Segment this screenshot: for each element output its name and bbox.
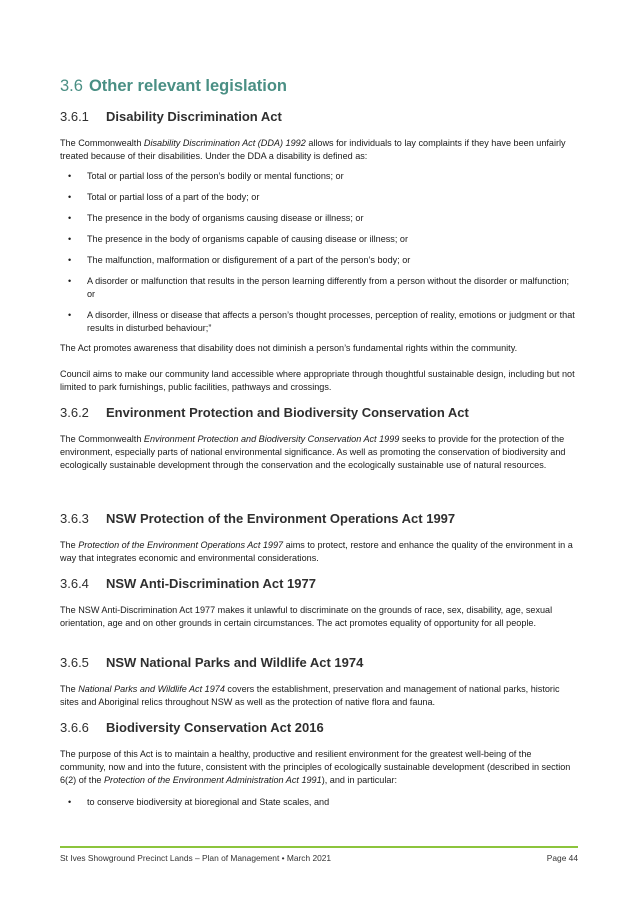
list-item	[60, 254, 576, 267]
subsection-title: Biodiversity Conservation Act 2016	[106, 720, 324, 735]
bullet-icon: •	[68, 255, 72, 265]
act-title: Protection of the Environment Operations Act 1997	[78, 540, 284, 550]
text: seeks to provide for the protection of the environment, especially parts of national environmental significance. As well as promoting the conservation of biodiversity and ecologically sustainable development through the conservation and the ecologically sustainable use of natural resources.	[60, 434, 566, 471]
subsection-title: NSW National Parks and Wildlife Act 1974	[106, 655, 364, 670]
list-item	[60, 191, 576, 204]
paragraph: The NSW Anti-Discrimination Act 1977 makes it unlawful to discriminate on the grounds of race, sex, disability, age, sexual orientation, age and on other grounds in certain circumstances. The act promotes equality of opportunity for all people.	[60, 605, 553, 629]
paragraph: Council aims to make our community land accessible where appropriate through thoughtful sustainable design, including but not limited to park furnishings, public facilities, pathways and crossings.	[60, 369, 575, 393]
list-item-text: The presence in the body of organisms causing disease or illness; or	[87, 213, 364, 223]
text: The Commonwealth	[60, 434, 144, 444]
list-item-text: A disorder or malfunction that results in the person learning differently from a person without the disorder or malfunction; or	[87, 276, 570, 299]
subsection-heading-3-6-5	[60, 655, 363, 670]
list-item	[60, 233, 576, 246]
section-heading	[60, 77, 287, 96]
bullet-icon: •	[68, 234, 72, 244]
act-title: Disability Discrimination Act (DDA) 1992	[143, 138, 306, 148]
subsection-heading-3-6-3	[60, 511, 455, 526]
subsection-number: 3.6.2	[60, 405, 89, 420]
subsection-title: Environment Protection and Biodiversity Conservation Act	[106, 405, 469, 420]
bullet-icon: •	[68, 797, 72, 807]
list-item	[60, 170, 576, 183]
text: The	[60, 540, 79, 550]
list-item-text: to conserve biodiversity at bioregional and State scales, and	[87, 797, 330, 807]
bullet-icon: •	[68, 213, 72, 223]
act-title: Environment Protection and Biodiversity Conservation Act 1999	[143, 434, 400, 444]
disability-definition-list	[60, 170, 576, 335]
list-item-text: The presence in the body of organisms capable of causing disease or illness; or	[87, 234, 408, 244]
list-item-text: Total or partial loss of a part of the body; or	[87, 192, 260, 202]
bullet-icon: •	[68, 171, 72, 181]
paragraph	[60, 137, 576, 163]
footer-document-title: St Ives Showground Precinct Lands – Plan of Management • March 2021	[60, 853, 332, 863]
bullet-icon: •	[68, 192, 72, 202]
paragraph: The Act promotes awareness that disability does not diminish a person’s fundamental rights within the community.	[60, 343, 518, 353]
bullet-icon: •	[68, 276, 72, 286]
subsection-title: Disability Discrimination Act	[106, 109, 282, 124]
paragraph	[60, 539, 576, 565]
paragraph	[60, 748, 576, 788]
subsection-title: NSW Protection of the Environment Operations Act 1997	[106, 511, 456, 526]
paragraph	[60, 683, 576, 709]
subsection-heading-3-6-1	[60, 109, 282, 124]
list-item	[60, 309, 576, 335]
paragraph	[60, 433, 576, 473]
text: The Commonwealth	[60, 138, 144, 148]
list-item	[60, 275, 576, 301]
text: The purpose of this Act is to maintain a healthy, productive and resilient environment for the greatest well-being of the community, now and into the future, consistent with the principles of ecologically sustainable development (described in section 6(2) of the	[60, 749, 571, 786]
text: aims to protect, restore and enhance the quality of the environment in a way that integrates economic and environmental considerations.	[60, 540, 573, 564]
act-title: National Parks and Wildlife Act 1974	[78, 684, 225, 694]
list-item	[60, 212, 576, 225]
text: covers the establishment, preservation and management of national parks, historic sites and Aboriginal relics throughout NSW as well as the protection of native flora and fauna.	[60, 684, 560, 708]
footer-rule	[60, 846, 578, 848]
subsection-number: 3.6.6	[60, 720, 89, 735]
text: The	[60, 684, 79, 694]
subsection-number: 3.6.5	[60, 655, 89, 670]
subsection-title: NSW Anti-Discrimination Act 1977	[106, 576, 316, 591]
text: allows for individuals to lay complaints if they have been unfairly treated because of their disabilities. Under the DDA a disability is defined as:	[60, 138, 566, 162]
list-item-text: Total or partial loss of the person’s bodily or mental functions; or	[87, 171, 344, 181]
subsection-number: 3.6.4	[60, 576, 89, 591]
section-title: Other relevant legislation	[88, 77, 287, 95]
section-number: 3.6	[60, 77, 83, 95]
subsection-heading-3-6-6	[60, 720, 324, 735]
footer-page-number: Page 44	[546, 853, 578, 863]
bullet-icon: •	[68, 310, 72, 320]
subsection-number: 3.6.1	[60, 109, 89, 124]
subsection-heading-3-6-4	[60, 576, 316, 591]
list-item	[60, 796, 576, 809]
list-item-text: A disorder, illness or disease that affects a person’s thought processes, perception of reality, emotions or judgment or that results in disturbed behaviour;”	[87, 310, 575, 333]
subsection-number: 3.6.3	[60, 511, 89, 526]
list-item-text: The malfunction, malformation or disfigurement of a part of the person’s body; or	[87, 255, 411, 265]
act-title: Protection of the Environment Administration Act 1991	[103, 775, 322, 786]
subsection-heading-3-6-2	[60, 405, 469, 420]
text: ), and in particular:	[321, 775, 397, 786]
purpose-list	[60, 796, 576, 809]
